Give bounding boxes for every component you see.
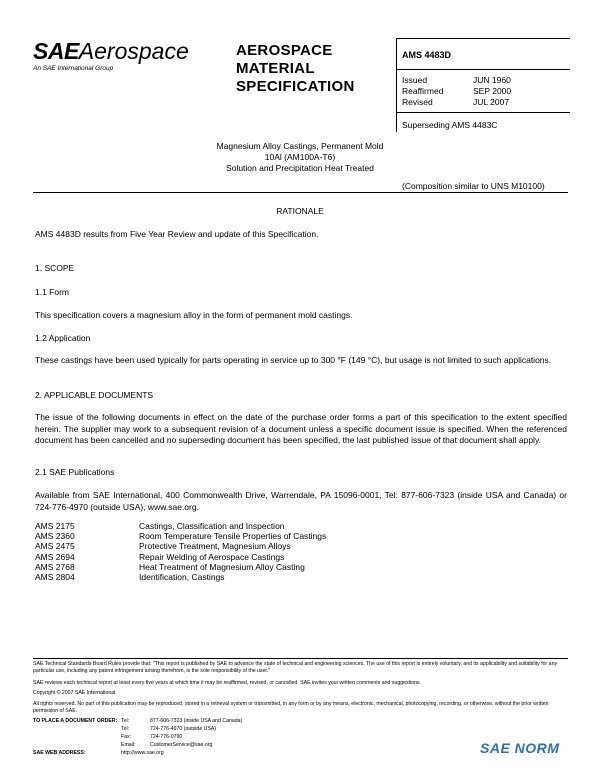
sae-aerospace-logo	[33, 40, 189, 72]
list-item: AMS 2804 Identification, Castings	[35, 572, 225, 583]
footer-rules-text: SAE Technical Standards Board Rules provide that: "This report is published by SAE to advance the state of technical and engineering sciences. The use of this report is entirely voluntary, and its applicability and suitability for any particular use, including any patent infringement arising therefrom, is the sole responsibility of the user."	[33, 661, 558, 674]
footer-review-text: SAE reviews each technical report at least every five years at which time it may be reaffirmed, revised, or cancelled. SAE invites your written comments and suggestions.	[33, 680, 421, 686]
logo-tagline: An SAE International Group	[33, 65, 114, 72]
document-number: AMS 4483D	[402, 50, 452, 60]
document-type-title: AEROSPACE MATERIAL SPECIFICATION	[236, 42, 355, 95]
list-item: AMS 2768 Heat Treatment of Magnesium Alloy Casting	[35, 561, 305, 572]
section-sae-publications-heading: 2.1 SAE Publications	[35, 467, 115, 477]
order-email-link[interactable]: CustomerService@sae.org	[150, 742, 213, 748]
reference-list	[35, 521, 326, 582]
document-subject: Magnesium Alloy Castings, Permanent Mold 10Al (AM100A-T6) Solution and Precipitation Heat Treated	[216, 141, 384, 173]
section-applicable-documents-heading: 2. APPLICABLE DOCUMENTS	[35, 390, 154, 400]
footer-rule	[33, 658, 568, 659]
sae-norm-watermark-logo: SAE NORM	[480, 740, 560, 756]
section-application-text: These castings have been used typically for parts operating in service up to 300 °F (149 °C), but usage is not limited to such applications.	[35, 355, 552, 365]
superseding-note: Superseding AMS 4483C	[402, 120, 498, 130]
order-phone-intl: 724-776-4970 (outside USA)	[150, 726, 217, 732]
logo-brand: SAE	[33, 38, 79, 64]
list-item: AMS 2175 Castings, Classification and Inspection	[35, 521, 285, 531]
document-info-box	[396, 38, 570, 132]
document-dates: Issued JUN 1960 Reaffirmed SEP 2000 Revised JUL 2007	[402, 75, 512, 107]
sae-web-link[interactable]: http://www.sae.org	[121, 750, 164, 756]
header-rule	[33, 192, 568, 193]
rationale-text: AMS 4483D results from Five Year Review and update of this Specification.	[35, 229, 319, 239]
list-item: AMS 2360 Room Temperature Tensile Properties of Castings	[35, 531, 327, 542]
order-contact-block: TO PLACE A DOCUMENT ORDER: Tel: 877-606-7323 (inside USA and Canada) Tel: 724-776-4970 (outside USA) Fax: 724-776-0790 Email: CustomerService@sae.org SAE WEB ADDRESS: http://www.sae.org	[33, 718, 243, 756]
footer-rights-text: All rights reserved. No part of this publication may be reproduced, stored in a retrieval system or transmitted, in any form or by any means, electronic, mechanical, photocopying, recording, or otherwise, without the prior written permission of SAE.	[33, 701, 549, 714]
composition-note: (Composition similar to UNS M10100)	[402, 181, 545, 191]
footer-copyright: Copyright © 2007 SAE International	[33, 690, 116, 696]
list-item: AMS 2694 Repair Welding of Aerospace Castings	[35, 551, 285, 562]
section-applicable-documents-text: The issue of the following documents in effect on the date of the purchase order forms a part of this specification to the extent specified herein. The supplier may work to a subsequent revision of a document unless a specific document issue is specified. When the referenced document has been cancelled and no superseding document has been specified, the last published issue of that document shall apply.	[35, 412, 567, 445]
section-form-text: This specification covers a magnesium alloy in the form of permanent mold castings.	[35, 310, 353, 320]
order-fax: 724-776-0790	[150, 734, 183, 740]
order-phone-us: 877-606-7323 (inside USA and Canada)	[150, 718, 243, 724]
section-form-heading: 1.1 Form	[35, 287, 70, 297]
section-sae-publications-text: Available from SAE International, 400 Commonwealth Drive, Warrendale, PA 15096-0001, Tel: 877-606-7323 (inside USA and Canada) or 724-776-4970 (outside USA), www.sae.org.	[35, 490, 567, 512]
section-application-heading: 1.2 Application	[35, 333, 91, 343]
section-scope-heading: 1. SCOPE	[35, 263, 75, 273]
rationale-heading: RATIONALE	[276, 206, 324, 216]
logo-name: Aerospace	[78, 38, 189, 64]
list-item: AMS 2475 Protective Treatment, Magnesium Alloys	[35, 541, 291, 552]
